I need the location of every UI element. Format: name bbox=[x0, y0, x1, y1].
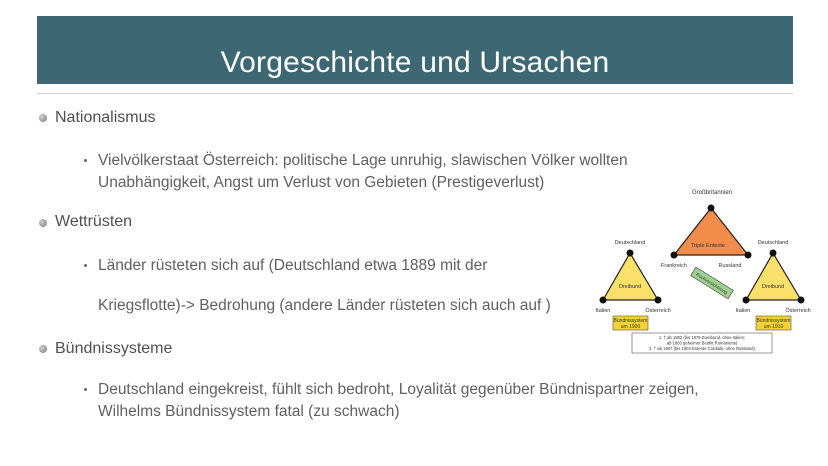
dreibund-triangle-1910 bbox=[746, 253, 801, 300]
section-heading-nationalismus: Nationalismus bbox=[55, 109, 156, 126]
box-1900-line1: Bündnissystem bbox=[613, 318, 648, 324]
box-1910-line1: Bündnissystem bbox=[756, 318, 791, 324]
bullet-icon bbox=[39, 345, 47, 353]
node-dot bbox=[745, 252, 752, 259]
section-text-line: Unabhängigkeit, Angst um Verlust von Gebieten (Prestigeverlust) bbox=[98, 174, 545, 191]
section-heading-wettruesten: Wettrüsten bbox=[55, 213, 133, 230]
label-oesterreich-right: Österreich bbox=[785, 308, 811, 314]
label-italien-left: Italien bbox=[595, 308, 611, 314]
box-1910-line2: um 1910 bbox=[763, 324, 784, 330]
sub-bullet-icon bbox=[84, 264, 87, 267]
connector-label: Rückversicherung bbox=[695, 271, 729, 296]
node-dot bbox=[671, 252, 678, 259]
entente-center-label: Triple Entente bbox=[690, 243, 726, 249]
notes-line: ab 1883 geheimer Beitritt Rumäniens) bbox=[666, 340, 738, 346]
node-dot bbox=[655, 297, 662, 304]
node-dot bbox=[798, 297, 805, 304]
rueckversicherung-connector bbox=[691, 267, 734, 299]
label-oesterreich-left: Österreich bbox=[645, 308, 671, 314]
section-text-line: Deutschland eingekreist, fühlt sich bedroht, Loyalität gegenüber Bündnispartner zeigen, bbox=[98, 381, 699, 398]
notes-line: 2. † ab 1907 (bis 1904 Entente Cordiale, ohne Russland) bbox=[649, 346, 755, 351]
section-text-line: Kriegsflotte)-> Bedrohung (andere Länder rüsteten sich auch auf ) bbox=[98, 297, 551, 314]
bullet-icon bbox=[39, 219, 47, 227]
sub-bullet-icon bbox=[84, 159, 87, 162]
title-divider bbox=[37, 93, 793, 94]
label-deutschland-right: Deutschland bbox=[757, 240, 789, 246]
label-frankreich: Frankreich bbox=[661, 263, 687, 269]
dreibund-triangle-1900 bbox=[603, 253, 658, 300]
notes-line: 1. † ab 1882 (bis 1879 Zweibund, ohne Italien; bbox=[658, 335, 746, 340]
node-dot bbox=[770, 250, 777, 257]
node-dot bbox=[627, 250, 634, 257]
label-russland: Russland bbox=[718, 263, 742, 269]
section-text-line: Länder rüsteten sich auf (Deutschland etwa 1889 mit der bbox=[98, 257, 488, 274]
bullet-icon bbox=[39, 114, 47, 122]
node-dot bbox=[743, 297, 750, 304]
slide-title: Vorgeschichte und Ursachen bbox=[220, 46, 610, 79]
label-deutschland-left: Deutschland bbox=[614, 240, 646, 246]
section-text-line: Wilhelms Bündnissystem fatal (zu schwach) bbox=[98, 403, 400, 420]
node-dot bbox=[600, 297, 607, 304]
title-bar bbox=[37, 16, 793, 84]
box-1900-line2: um 1900 bbox=[620, 324, 641, 330]
node-dot bbox=[708, 205, 715, 212]
label-grossbritannien: Großbritannien bbox=[691, 190, 733, 196]
section-text-line: Vielvölkerstaat Österreich: politische Lage unruhig, slawischen Völker wollten bbox=[98, 152, 628, 169]
label-italien-right: Italien bbox=[735, 308, 751, 314]
alliance-diagram bbox=[590, 185, 815, 355]
section-heading-buendnissysteme: Bündnissysteme bbox=[55, 340, 173, 357]
dreibund-label-left: Dreibund bbox=[618, 284, 642, 290]
sub-bullet-icon bbox=[84, 388, 87, 391]
dreibund-label-right: Dreibund bbox=[761, 284, 785, 290]
